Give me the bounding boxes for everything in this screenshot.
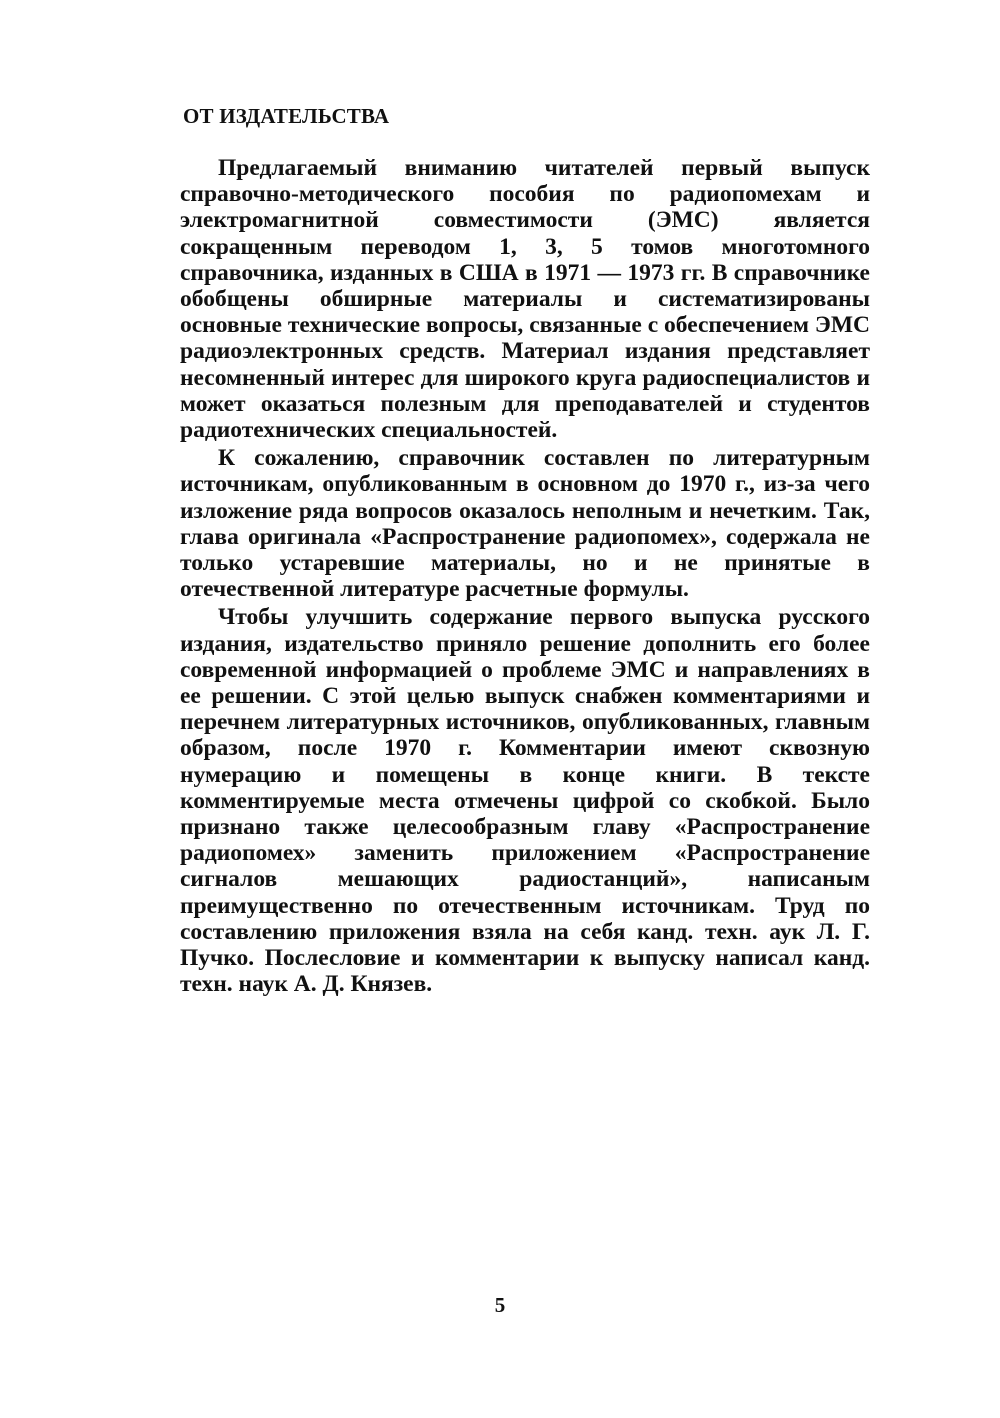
body-text bbox=[180, 155, 870, 998]
paragraph-2: К сожалению, справочник составлен по литературным источникам, опубликованным в основном до 1970 г., из-за чего изложение ряда вопросов оказалось неполным и нечетким. Так, глава оригинала «Распространение радиопомех», содержала не только устаревшие материалы, но и не принятые в отечественной литературе расчетные формулы. bbox=[180, 445, 870, 603]
paragraph-1: Предлагаемый вниманию читателей первый выпуск справочно-методического пособия по радиопомехам и электромагнитной совместимости (ЭМС) является сокращенным переводом 1, 3, 5 томов многотомного справочника, изданных в США в 1971 — 1973 гг. В справочнике обобщены обширные материалы и систематизированы основные технические вопросы, связанные с обеспечением ЭМС радиоэлектронных средств. Материал издания представляет несомненный интерес для широкого круга радиоспециалистов и может оказаться полезным для преподавателей и студентов радиотехнических специальностей. bbox=[180, 155, 870, 444]
paragraph-3: Чтобы улучшить содержание первого выпуска русского издания, издательство приняло решение дополнить его более современной информацией о проблеме ЭМС и направлениях в ее решении. С этой целью выпуск снабжен комментариями и перечнем литературных источников, опубликованных, главным образом, после 1970 г. Комментарии имеют сквозную нумерацию и помещены в конце книги. В тексте комментируемые места отмечены цифрой со скобкой. Было признано также целесообразным главу «Распространение радиопомех» заменить приложением «Распространение сигналов мешающих радиостанций», написаным преимущественно по отечественным источникам. Труд по составлению приложения взяла на себя канд. техн. аук Л. Г. Пучко. Послесловие и комментарии к выпуску написал канд. техн. наук А. Д. Князев. bbox=[180, 604, 870, 998]
page-number: 5 bbox=[494, 1293, 506, 1317]
section-heading: ОТ ИЗДАТЕЛЬСТВА bbox=[183, 104, 390, 128]
